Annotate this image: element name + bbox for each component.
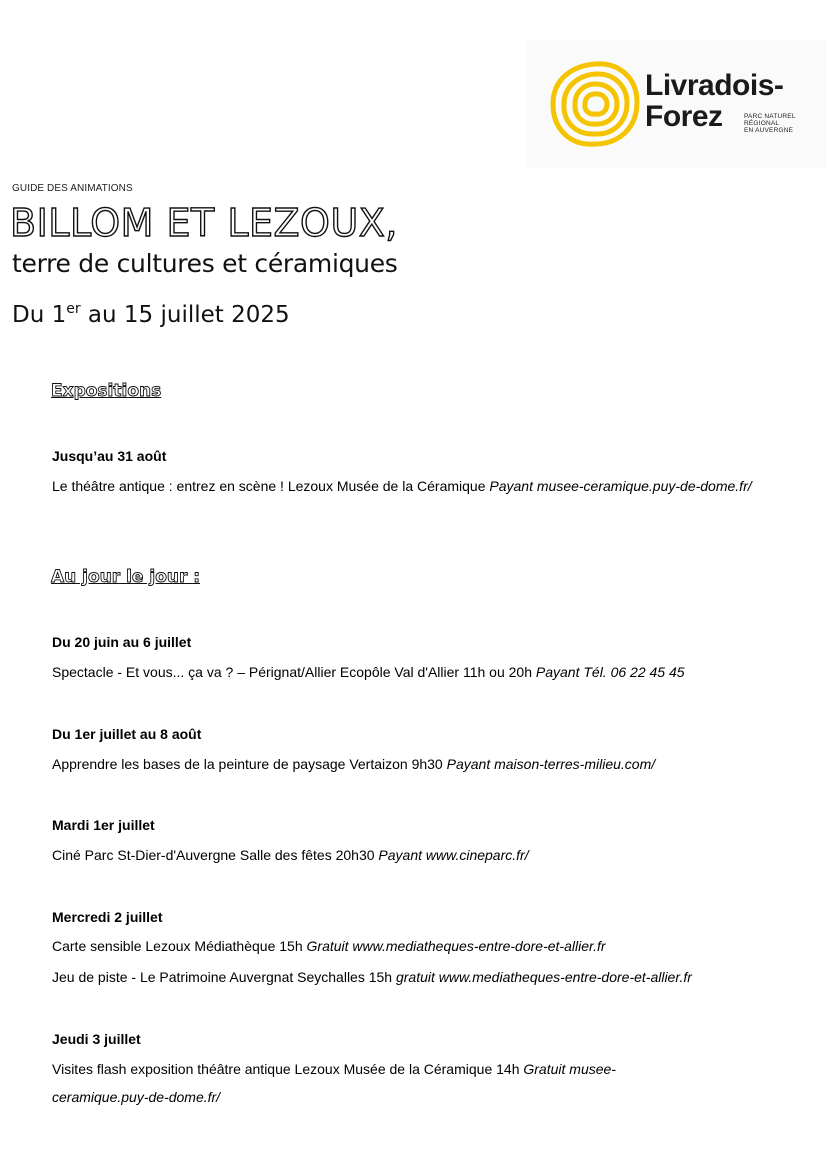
event-date: Jusqu’au 31 août <box>52 448 167 464</box>
event-date: Du 20 juin au 6 juillet <box>52 634 192 650</box>
event-description: Ciné Parc St-Dier-d'Auvergne Salle des fêtes 20h30 Payant www.cineparc.fr/ <box>52 847 529 863</box>
event-description: Jeu de piste - Le Patrimoine Auvergnat Seychalles 15h gratuit www.mediatheques-entre-dore-et-allier.fr <box>52 969 692 985</box>
section-heading-expositions: Expositions <box>51 381 162 401</box>
event-description: Visites flash exposition théâtre antique Lezoux Musée de la Céramique 14h Gratuit musee-ceramique.puy-de-dome.fr/ <box>52 1061 616 1105</box>
logo <box>527 40 827 168</box>
section-heading-au-jour-le-jour: Au jour le jour : <box>51 567 201 587</box>
livradois-forez-rings-logo <box>549 60 641 148</box>
event-date: Mercredi 2 juillet <box>52 909 163 925</box>
logo-name: Livradois- Forez <box>645 69 784 133</box>
event-date: Jeudi 3 juillet <box>52 1031 141 1047</box>
page-subtitle: terre de cultures et céramiques <box>12 249 398 278</box>
event-date: Du 1er juillet au 8 août <box>52 726 202 742</box>
page-title: BILLOM ET LEZOUX, <box>10 201 398 245</box>
event-description: Carte sensible Lezoux Médiathèque 15h Gratuit www.mediatheques-entre-dore-et-allier.fr <box>52 938 606 954</box>
event-description: Spectacle - Et vous... ça va ? – Pérignat/Allier Ecopôle Val d'Allier 11h ou 20h Payant Tél. 06 22 45 45 <box>52 664 685 680</box>
logo-tagline: PARC NATUREL RÉGIONAL EN AUVERGNE <box>744 113 796 134</box>
guide-eyebrow: GUIDE DES ANIMATIONS <box>12 183 133 194</box>
event-description: Le théâtre antique : entrez en scène ! Lezoux Musée de la Céramique Payant musee-ceramique.puy-de-dome.fr/ <box>52 478 752 494</box>
event-description: Apprendre les bases de la peinture de paysage Vertaizon 9h30 Payant maison-terres-milieu.com/ <box>52 756 656 772</box>
date-range: Du 1er au 15 juillet 2025 <box>12 301 290 328</box>
event-date: Mardi 1er juillet <box>52 817 155 833</box>
